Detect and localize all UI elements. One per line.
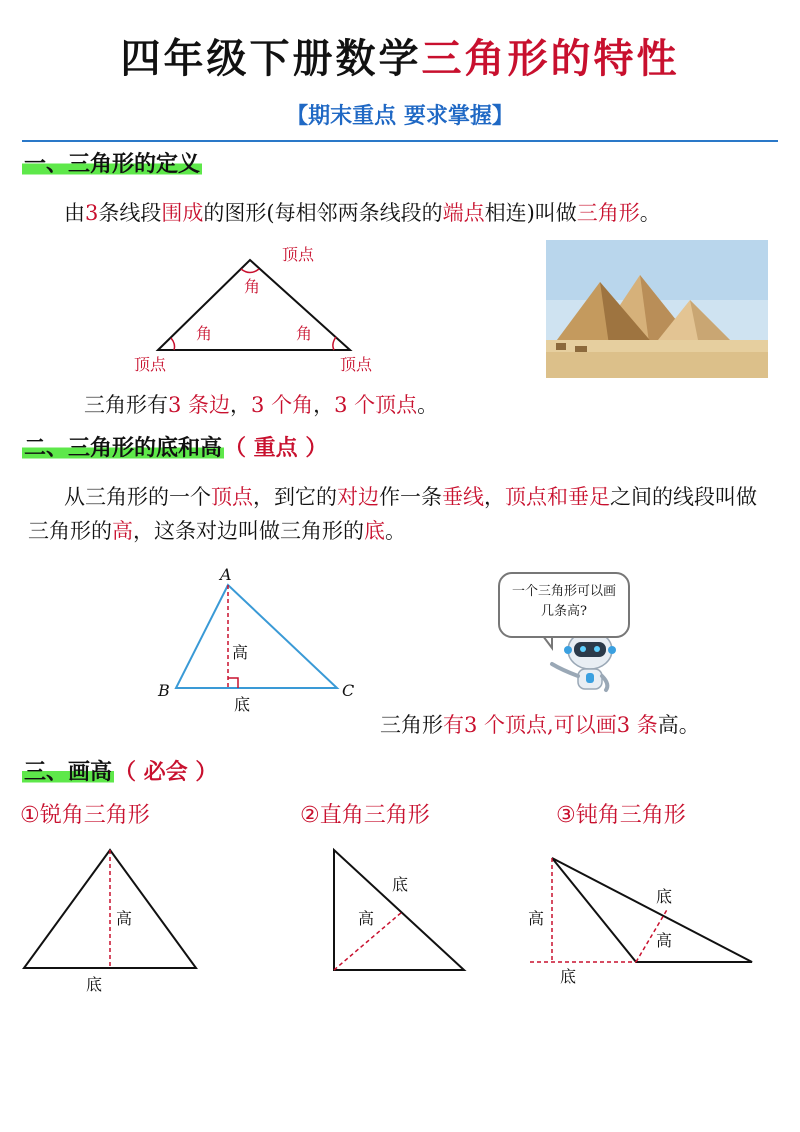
right-base-label: 底 [392,875,409,894]
right-triangle-label: ②直角三角形 [300,803,430,828]
page-subtitle: 【期末重点 要求掌握】 [286,104,514,129]
label-angle-right: 角 [296,324,313,343]
right-triangle-diagram [334,850,464,970]
obtuse-height-label-2: 高 [656,931,673,950]
section3-heading-note: （ 必会 ） [114,760,218,785]
obtuse-base-label-1: 底 [560,967,577,986]
def2-keyword: 顶点 [211,485,253,509]
vertex-a-label: A [220,565,232,584]
summary1-text: 三角形有 [84,393,168,417]
summary1-text: ， [313,393,335,417]
speech-bubble [498,572,630,638]
section2-definition [28,480,773,548]
section3-heading-text: 三、画高 [24,760,113,785]
right-angle-mark [228,678,238,688]
summary2-text: 有 [443,713,464,737]
angle-arc-right [333,337,336,350]
def1-text: 的图形(每相邻两条线段的 [203,201,443,225]
right-height-label: 高 [358,909,375,928]
section3-heading [22,758,217,788]
def1-keyword: 三角形 [576,201,640,225]
section2-heading-text: 二、三角形的底和高 [24,436,223,461]
def2-text: 从三角形的一个 [64,485,211,509]
summary1-angles: 3 个角 [251,393,314,417]
def2-keyword: 底 [364,519,385,543]
vertex-b-label: B [158,681,170,700]
def2-text: ， [484,485,505,509]
robot-illustration [552,631,616,690]
def1-keyword: 围成 [161,201,204,225]
summary1-text: 。 [417,393,439,417]
acute-height-label: 高 [116,909,133,928]
obtuse-base-label-2: 底 [656,887,673,906]
def2-keyword: 垂线 [442,485,484,509]
section2-summary [380,708,700,742]
def2-text: 。 [385,519,406,543]
def1-keyword: 端点 [442,201,485,225]
triangle-outline [158,260,350,350]
acute-base-label: 底 [86,975,103,994]
obtuse-triangle-label: ③钝角三角形 [556,803,686,828]
base-label: 底 [234,695,251,714]
label-vertex-left: 顶点 [134,355,167,374]
height-label: 高 [232,643,249,662]
obtuse-triangle-diagram [530,858,752,962]
right-triangle-outline [334,850,464,970]
acute-triangle-diagram [24,850,196,968]
triangle-height-diagram [176,585,337,688]
def1-number: 3 [85,201,99,225]
summary1-text: ， [230,393,252,417]
section2-heading-note: （ 重点 ） [224,436,328,461]
def2-keyword: 顶点和垂足 [505,485,610,509]
label-vertex-top: 顶点 [282,245,315,264]
summary2-count: 3 个 [464,713,506,737]
summary2-text: 高 [657,713,679,737]
def2-keyword: 高 [112,519,133,543]
title-part1: 四年级下册数学 [120,36,422,82]
def2-text: ，这条对边叫做三角形的 [133,519,364,543]
section1-heading-text: 一、三角形的定义 [24,152,201,177]
triangle-definition-diagram [158,260,350,350]
angle-arc-left [171,338,175,350]
def1-text: 。 [639,201,661,225]
label-vertex-right: 顶点 [340,355,373,374]
def2-text: ，到它的 [253,485,337,509]
def2-text: 作一条 [379,485,442,509]
section1-summary [84,388,438,422]
def1-text: 条线段 [98,201,162,225]
speech-bubble-text: 一个三角形可以画几条高? [511,584,616,619]
title-part2: 三角形的特性 [421,36,680,82]
def2-keyword: 对边 [337,485,379,509]
summary2-text: 。 [678,713,700,737]
obtuse-triangle-outline [552,858,752,962]
label-angle-left: 角 [196,324,213,343]
section2-heading [22,434,327,464]
def1-text: 由 [64,201,85,225]
obtuse-height-label-1: 高 [528,909,545,928]
summary2-text: 三角形 [380,713,443,737]
label-angle-top: 角 [244,277,261,296]
summary1-vertices: 3 个顶点 [334,393,418,417]
def1-text: 相连)叫做 [484,201,577,225]
pyramid-photo [546,240,768,378]
summary1-edges: 3 条边 [168,393,231,417]
def2-text: 之间的线段叫做三角形的 [28,485,757,543]
summary2-count: 3 条 [616,713,658,737]
vertex-c-label: C [342,681,355,700]
acute-triangle-label: ①锐角三角形 [20,803,150,828]
angle-arc-top [241,269,259,273]
triangle-abc-outline [176,585,337,688]
summary2-text: 顶点,可以画 [505,713,617,737]
